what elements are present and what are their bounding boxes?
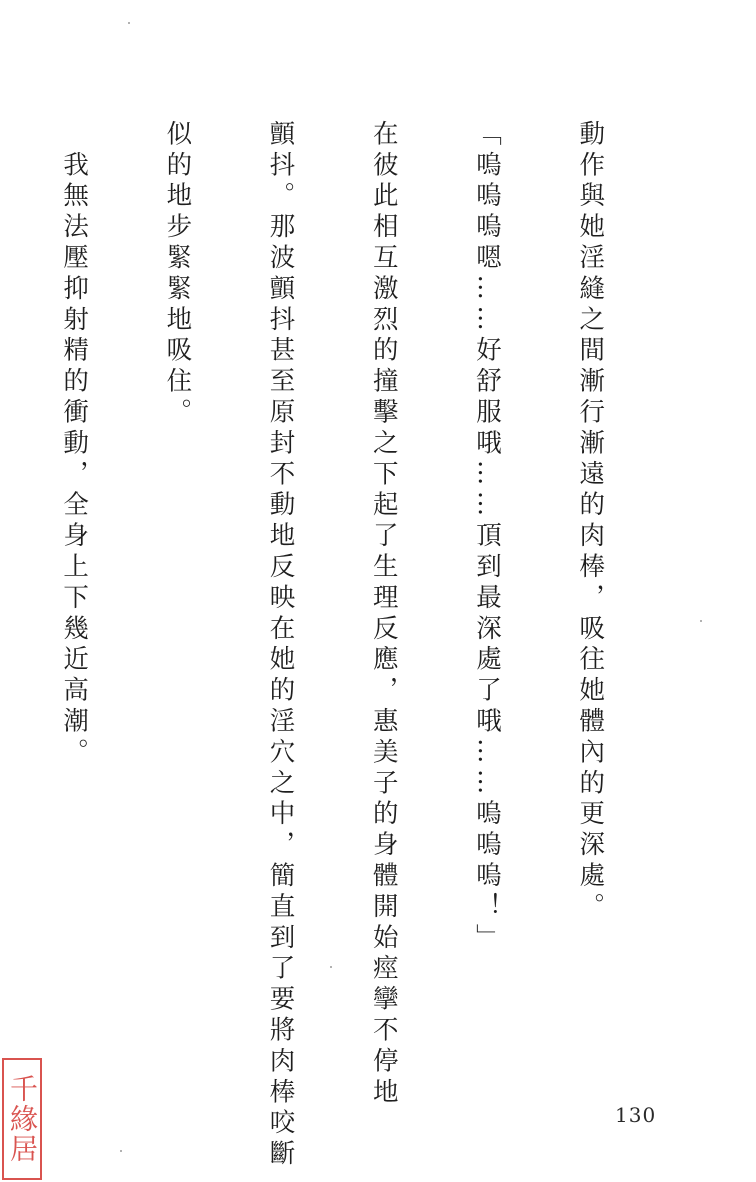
text-column: 似的地步緊緊地吸住。 <box>162 120 193 429</box>
scan-speck <box>700 620 702 622</box>
page-number: 130 <box>615 1103 657 1127</box>
scan-speck <box>330 966 332 968</box>
scan-speck <box>128 22 130 24</box>
seal-stamp: 千緣居 <box>2 1058 42 1180</box>
text-column: 顫抖。那波顫抖甚至原封不動地反映在她的淫穴之中，簡直到了要將肉棒咬斷 <box>265 120 296 1171</box>
text-column: 在彼此相互激烈的撞擊之下起了生理反應，惠美子的身體開始痙攣不停地 <box>368 120 399 1109</box>
scan-speck <box>120 1150 122 1152</box>
text-column: 我無法壓抑射精的衝動，全身上下幾近高潮。 <box>59 120 90 769</box>
text-column: 「嗚嗚嗚嗯……好舒服哦……頂到最深處了哦……嗚嗚嗚！」 <box>471 120 502 955</box>
text-column: 動作與她淫縫之間漸行漸遠的肉棒，吸往她體內的更深處。 <box>575 120 606 924</box>
